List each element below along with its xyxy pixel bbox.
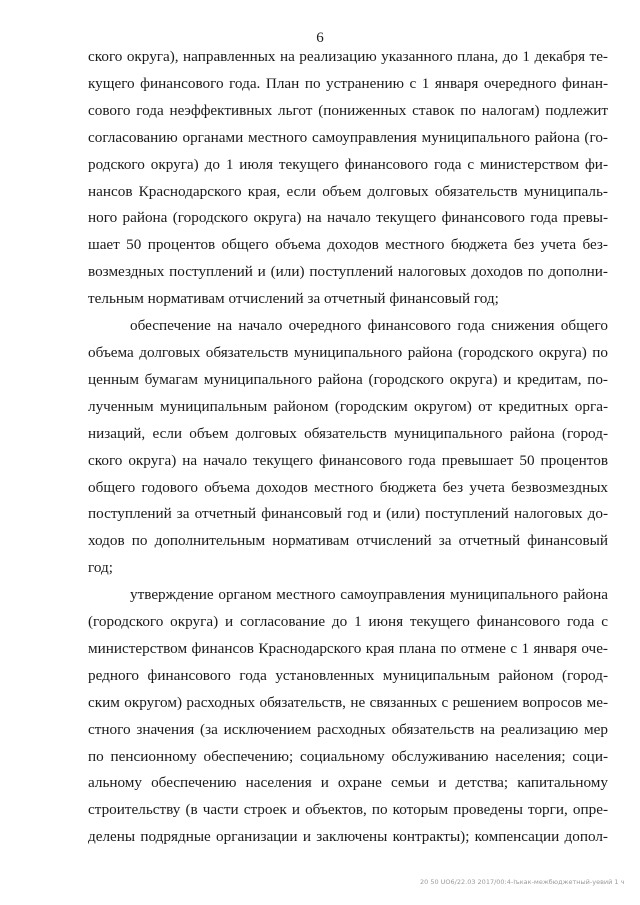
text-line: год; [88, 559, 113, 577]
document-body [88, 44, 608, 851]
text-line: низаций, если объем долговых обязательств муниципального района (город- [88, 424, 608, 442]
text-line: возмездных поступлений и (или) поступлений налоговых доходов по дополни- [88, 263, 608, 281]
text-line: (городского округа) и согласование до 1 июня текущего финансового года с [88, 613, 608, 631]
text-line: строительству (в части строек и объектов, по которым проведены торги, опре- [88, 801, 608, 819]
page-number: 6 [316, 30, 324, 46]
text-line: ского округа) на начало текущего финансового года превышает 50 процентов [88, 451, 608, 469]
text-line: родского округа) до 1 июля текущего финансового года с министерством фи- [88, 155, 608, 173]
text-line: министерством финансов Краснодарского края плана по отмене с 1 января оче- [88, 639, 608, 657]
text-line: сового года неэффективных льгот (пониженных ставок по налогам) подлежит [88, 101, 608, 119]
text-line: ского округа), направленных на реализацию указанного плана, до 1 декабря те- [88, 48, 608, 65]
text-line: ценным бумагам муниципального района (городского округа) и кредитам, по- [88, 370, 608, 388]
text-line: тельным нормативам отчислений за отчетный финансовый год; [88, 290, 499, 308]
text-line: поступлений за отчетный финансовый год и (или) поступлений налоговых до- [88, 505, 608, 523]
text-line: ного района (городского округа) на начало текущего финансового года превы- [88, 209, 608, 227]
text-line: нансов Краснодарского края, если объем долговых обязательств муниципаль- [88, 182, 608, 200]
text-line: делены подрядные организации и заключены контракты); компенсации допол- [88, 828, 608, 846]
footer-document-stamp: 20 50 UO6/22.03 2017/00:4-Iъкак-межбюджетный-уевий 1 ч [420, 878, 625, 886]
text-line: альному обеспечению населения и охране семьи и детства; капитальному [88, 774, 608, 792]
text-line: согласованию органами местного самоуправления муниципального района (го- [88, 128, 608, 146]
text-line: кущего финансового года. План по устранению с 1 января очередного финан- [88, 74, 608, 92]
text-line: шает 50 процентов общего объема доходов местного бюджета без учета без- [88, 236, 608, 254]
text-line: лученным муниципальным районом (городским округом) от кредитных орга- [88, 397, 608, 415]
text-line: по пенсионному обеспечению; социальному обслуживанию населения; соци- [88, 747, 608, 765]
text-line: стного значения (за исключением расходных обязательств на реализацию мер [88, 720, 608, 738]
paragraph-first-line: утверждение органом местного самоуправления муниципального района [130, 586, 608, 604]
text-line: ским округом) расходных обязательств, не связанных с решением вопросов ме- [88, 693, 608, 711]
text-line: ходов по дополнительным нормативам отчислений за отчетный финансовый [88, 532, 608, 550]
paragraph-first-line: обеспечение на начало очередного финансового года снижения общего [130, 317, 608, 335]
text-line: объема долговых обязательств муниципального района (городского округа) по [88, 343, 608, 361]
text-line: общего годового объема доходов местного бюджета без учета безвозмездных [88, 478, 608, 496]
text-line: редного финансового года установленных муниципальным районом (город- [88, 666, 608, 684]
